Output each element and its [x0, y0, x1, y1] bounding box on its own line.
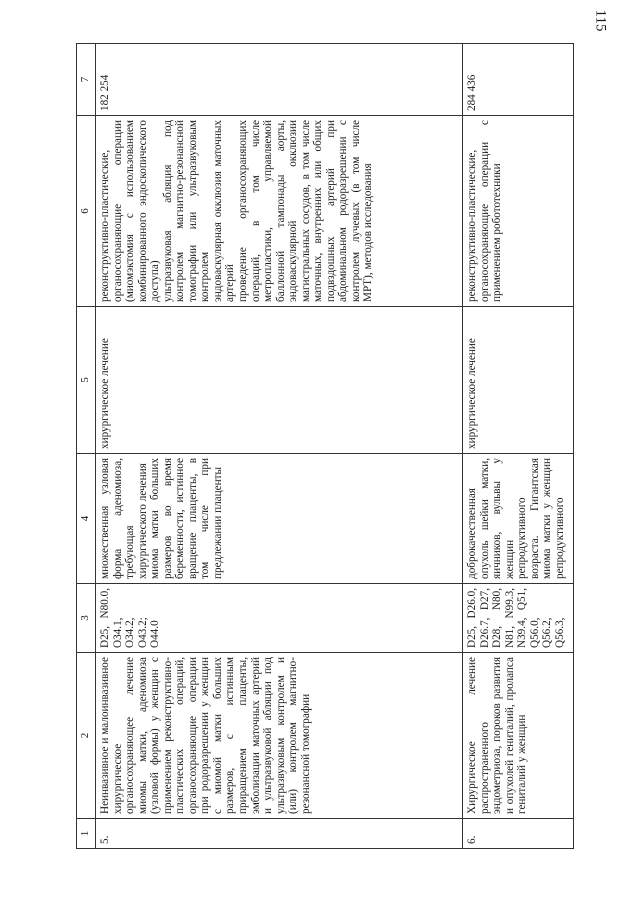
page-number: 115	[592, 9, 609, 32]
row-name: Неинвазивное и малоинвазивное хирургическое органосохраняющее лечение миомы матки, аденомиоза (узловой формы) у женщин с применением реконструктивно-пластических операций, органосохраняющие операции при родоразрешении у женщин с миомой матки больших размеров, с истинным приращением плаценты, эмболизации маточных артерий и ультразвуковой абляции под ультразвуковым контролем и (или) контролем магнитно-резонансной томографии	[96, 653, 463, 819]
row-model: доброкачественная опухоль шейки матки, яичников, вульвы у женщин репродуктивного возраста. Гигантская миома матки у женщин репродуктивного	[463, 454, 574, 584]
row-number: 6.	[463, 819, 574, 849]
row-codes: D25, N80.0, O34.1, O34.2, O43.2; O44.0	[96, 584, 463, 653]
header-row	[77, 44, 96, 849]
table-row	[463, 44, 574, 849]
row-cost: 284 436	[463, 44, 574, 116]
hmp-table	[76, 43, 574, 849]
row-treatment: хирургическое лечение	[463, 307, 574, 454]
col-header-4: 4	[77, 454, 96, 584]
col-header-6: 6	[77, 116, 96, 307]
row-name: Хирургическое лечение распространенного эндометриоза, пороков развития и опухолей гениталий, пролапса гениталий у женщин	[463, 653, 574, 819]
row-model: множественная узловая форма аденомиоза, требующая хирургического лечения миома матки больших размеров во время беременности, истинное вращение плаценты, в том числе при предлежании плаценты	[96, 454, 463, 584]
col-header-3: 3	[77, 584, 96, 653]
row-method: реконструктивно-пластические, органосохраняющие операции с применением робототехники	[463, 116, 574, 307]
col-header-7: 7	[77, 44, 96, 116]
row-cost: 182 254	[96, 44, 463, 116]
row-treatment: хирургическое лечение	[96, 307, 463, 454]
col-header-1: 1	[77, 819, 96, 849]
col-header-5: 5	[77, 307, 96, 454]
col-header-2: 2	[77, 653, 96, 819]
row-number: 5.	[96, 819, 463, 849]
row-method: реконструктивно-пластические, органосохраняющие операции (миомэктомия с использованием комбинированного эндоскопического доступа) ультразвуковая абляция под контролем магнитно-резонансной томографии или ультразвуковым контролем эндоваскулярная окклюзия маточных артерий проведение органосохраняющих операций, в том числе метропластики, управляемой баллонной тампонады аорты, эндоваскулярной окклюзии магистральных сосудов, в том числе маточных, внутренних или общих подвздошных артерий при абдоминальном родоразрешении с контролем лучевых (в том числе МРТ), методов исследования	[96, 116, 463, 307]
table-row	[96, 44, 463, 849]
row-codes: D25, D26.0, D26.7, D27, D28, N80, N81, N99.3, N39.4, Q51, Q56.0, Q56.2, Q56.3,	[463, 584, 574, 653]
